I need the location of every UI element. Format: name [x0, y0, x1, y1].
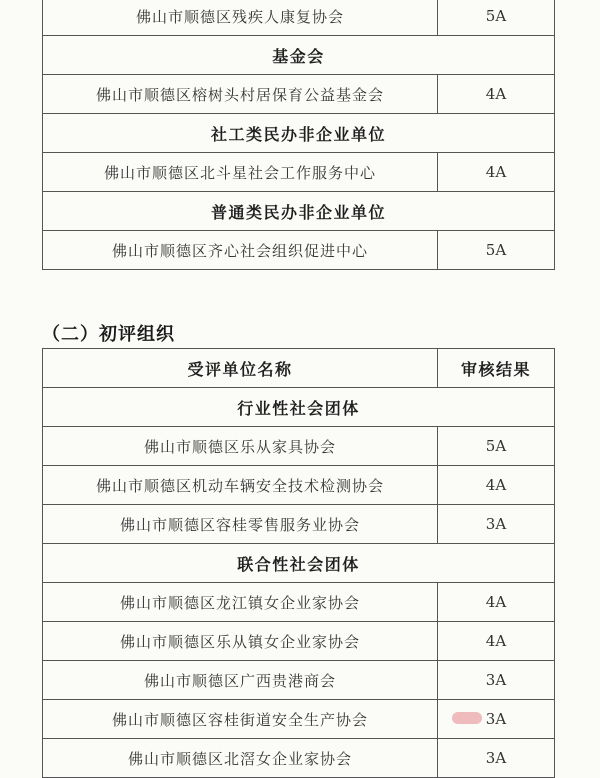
result-cell: 5A: [438, 231, 555, 270]
category-label: 行业性社会团体: [43, 388, 555, 427]
column-header-name: 受评单位名称: [43, 349, 438, 388]
org-name-cell: 佛山市顺德区广西贵港商会: [43, 661, 438, 700]
category-row: [43, 192, 555, 231]
column-header-result: 审核结果: [438, 349, 555, 388]
result-cell: 4A: [438, 622, 555, 661]
table-row: [43, 622, 555, 661]
table-row: [43, 0, 555, 36]
org-name-cell: 佛山市顺德区榕树头村居保育公益基金会: [43, 75, 438, 114]
red-stamp-mark: [452, 712, 482, 724]
result-cell: 3A: [438, 700, 555, 739]
category-label: 联合性社会团体: [43, 544, 555, 583]
result-cell: 3A: [438, 505, 555, 544]
table-row: [43, 661, 555, 700]
category-label: 普通类民办非企业单位: [43, 192, 555, 231]
result-cell: 3A: [438, 739, 555, 778]
result-cell: 3A: [438, 661, 555, 700]
result-cell: 4A: [438, 75, 555, 114]
result-cell: 4A: [438, 466, 555, 505]
table-row: [43, 466, 555, 505]
org-name-cell: 佛山市顺德区北滘女企业家协会: [43, 739, 438, 778]
table-row: [43, 427, 555, 466]
category-row: [43, 388, 555, 427]
category-row: [43, 544, 555, 583]
org-name-cell: 佛山市顺德区乐从镇女企业家协会: [43, 622, 438, 661]
category-row: [43, 114, 555, 153]
result-cell: 5A: [438, 0, 555, 36]
org-name-cell: 佛山市顺德区机动车辆安全技术检测协会: [43, 466, 438, 505]
org-name-cell: 佛山市顺德区齐心社会组织促进中心: [43, 231, 438, 270]
result-cell: 5A: [438, 427, 555, 466]
result-cell: 4A: [438, 583, 555, 622]
evaluation-table-final: [42, 0, 555, 270]
section-title: （二）初评组织: [42, 324, 175, 345]
table-row: [43, 583, 555, 622]
org-name-cell: 佛山市顺德区残疾人康复协会: [43, 0, 438, 36]
result-cell: 4A: [438, 153, 555, 192]
table-row: [43, 505, 555, 544]
category-label: 基金会: [43, 36, 555, 75]
table-row: [43, 231, 555, 270]
table-row: [43, 739, 555, 778]
org-name-cell: 佛山市顺德区北斗星社会工作服务中心: [43, 153, 438, 192]
org-name-cell: 佛山市顺德区容桂零售服务业协会: [43, 505, 438, 544]
org-name-cell: 佛山市顺德区乐从家具协会: [43, 427, 438, 466]
table-header-row: [43, 349, 555, 388]
table-row: [43, 153, 555, 192]
category-label: 社工类民办非企业单位: [43, 114, 555, 153]
table-row: [43, 75, 555, 114]
org-name-cell: 佛山市顺德区龙江镇女企业家协会: [43, 583, 438, 622]
org-name-cell: 佛山市顺德区容桂街道安全生产协会: [43, 700, 438, 739]
category-row: [43, 36, 555, 75]
